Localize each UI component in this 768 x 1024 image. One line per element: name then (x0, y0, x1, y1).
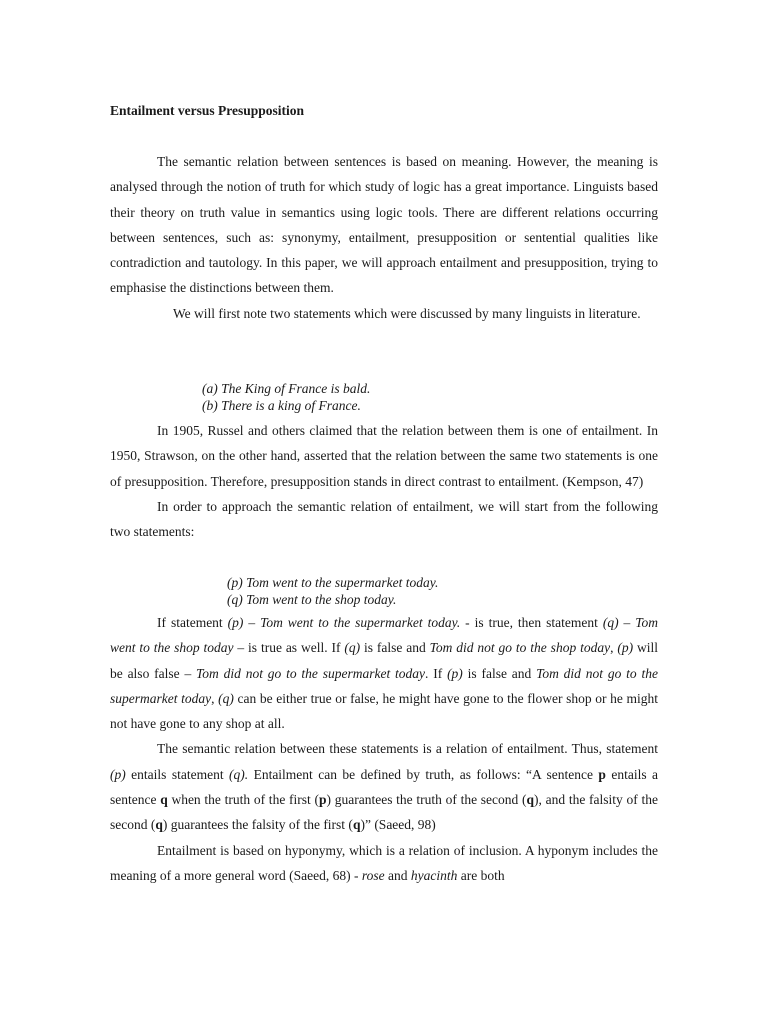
example-p: (p) Tom went to the supermarket today. (227, 575, 439, 590)
example-list-1 (202, 381, 370, 414)
example-a: (a) The King of France is bald. (202, 381, 371, 396)
paragraph-block-2 (110, 418, 658, 544)
example-b: (b) There is a king of France. (202, 397, 361, 413)
paragraph-block-3 (110, 610, 658, 888)
paragraph-if-statement: If statement (p) – Tom went to the supermarket today. - is true, then statement (q) – Tom went to the shop today – is true as well. If (q) is false and Tom did not go to the shop today, (p) will be also false – Tom did not go to the supermarket today. If (p) is false and Tom did not go to the supermarket today, (q) can be either true or false, he might have gone to the flower shop or he might not have gone to any shop at all. (110, 615, 659, 732)
paragraph-entailment-definition: The semantic relation between these statements is a relation of entailment. Thus, statement (p) entails statement (q). Entailment can be defined by truth, as follows: “A sentence p entails a sentence q when the truth of the first (p) guarantees the truth of the second (q), and the falsity of the second (q) guarantees the falsity of the first (q)” (Saeed, 98) (110, 741, 658, 833)
example-q: (q) Tom went to the shop today. (227, 591, 397, 607)
paragraph-hyponymy: Entailment is based on hyponymy, which is a relation of inclusion. A hyponym includes the meaning of a more general word (Saeed, 68) - rose and hyacinth are both (110, 842, 658, 883)
paragraph-approach: In order to approach the semantic relation of entailment, we will start from the following two statements: (110, 498, 658, 540)
document-title: Entailment versus Presupposition (110, 103, 305, 118)
paragraph-block-1 (110, 149, 658, 326)
example-list-2 (227, 575, 438, 608)
paragraph-russel-strawson: In 1905, Russel and others claimed that the relation between them is one of entailment. In 1950, Strawson, on the other hand, asserted that the relation between the same two statements is one of presupposition. Therefore, presupposition stands in direct contrast to entailment. (Kempson, 47) (110, 423, 658, 489)
paragraph-statements-intro: We will first note two statements which were discussed by many linguists in literature. (173, 305, 641, 321)
paragraph-intro: The semantic relation between sentences is based on meaning. However, the meaning is analysed through the notion of truth for which study of logic has a great importance. Linguists based their theory on truth value in semantics using logic tools. There are different relations occurring between sentences, such as: synonymy, entailment, presupposition or sentential qualities like contradiction and tautology. In this paper, we will approach entailment and presupposition, trying to emphasise the distinctions between them. (110, 154, 658, 296)
